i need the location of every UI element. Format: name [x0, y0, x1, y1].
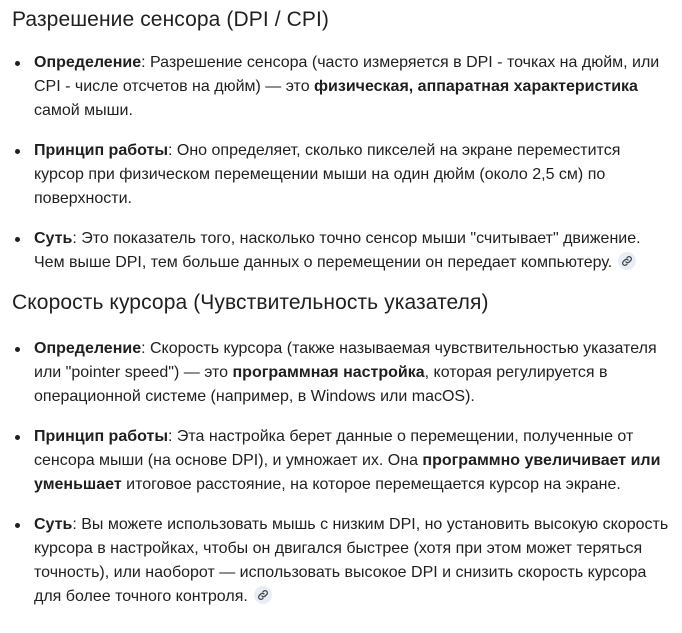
item-bold-text: программно увеличивает или уменьшает	[34, 452, 661, 493]
list-item	[12, 513, 672, 609]
item-label: Принцип работы	[34, 428, 168, 445]
item-text: самой мыши.	[34, 102, 133, 119]
item-bold-text: программная настройка	[232, 364, 425, 381]
item-label: Определение	[34, 54, 142, 71]
bullet	[15, 237, 20, 242]
item-text: , которая регулируется в операционной системе (например, в Windows или macOS).	[34, 364, 608, 405]
list-item	[12, 425, 672, 497]
list-item	[12, 227, 672, 275]
source-link-button[interactable]	[618, 252, 636, 270]
item-text: : Разрешение сенсора (часто измеряется в DPI - точках на дюйм, или CPI - числе отсчетов на дюйм) — это	[34, 54, 660, 95]
section-heading-dpi: Разрешение сенсора (DPI / CPI)	[12, 8, 329, 31]
bullet	[15, 149, 20, 154]
link-icon	[621, 255, 633, 267]
item-text: : Это показатель того, насколько точно сенсор мыши "считывает" движение. Чем выше DPI, тем больше данных о перемещении он передает компьютеру.	[34, 230, 641, 271]
item-label: Суть	[34, 230, 73, 247]
bullet	[15, 523, 20, 528]
item-text: : Эта настройка берет данные о перемещении, полученные от сенсора мыши (на основе DPI), и умножает их. Она	[34, 428, 634, 469]
item-text: итоговое расстояние, на которое перемещается курсор на экране.	[121, 476, 621, 493]
list-item	[12, 139, 672, 211]
section-heading-cursor-speed: Скорость курсора (Чувствительность указателя)	[12, 291, 489, 314]
item-label: Определение	[34, 340, 142, 357]
item-text: : Вы можете использовать мышь с низким DPI, но установить высокую скорость курсора в настройках, чтобы он двигался быстрее (хотя при этом может теряться точность), или наоборот — использовать высокое DPI и снизить скорость курсора для более точного контроля.	[34, 516, 669, 605]
link-icon	[257, 589, 269, 601]
bullet	[15, 61, 20, 66]
item-label: Принцип работы	[34, 142, 168, 159]
dpi-list	[12, 51, 672, 275]
item-label: Суть	[34, 516, 73, 533]
item-bold-text: физическая, аппаратная характеристика	[314, 78, 638, 95]
list-item	[12, 337, 672, 409]
item-text: : Скорость курсора (также называемая чувствительностью указателя или "pointer speed") — это	[34, 340, 657, 381]
item-text: : Оно определяет, сколько пикселей на экране переместится курсор при физическом перемещении мыши на один дюйм (около 2,5 см) по поверхности.	[34, 142, 621, 207]
bullet	[15, 435, 20, 440]
source-link-button[interactable]	[254, 586, 272, 604]
list-item	[12, 51, 672, 123]
cursor-speed-list	[12, 337, 672, 609]
bullet	[15, 347, 20, 352]
